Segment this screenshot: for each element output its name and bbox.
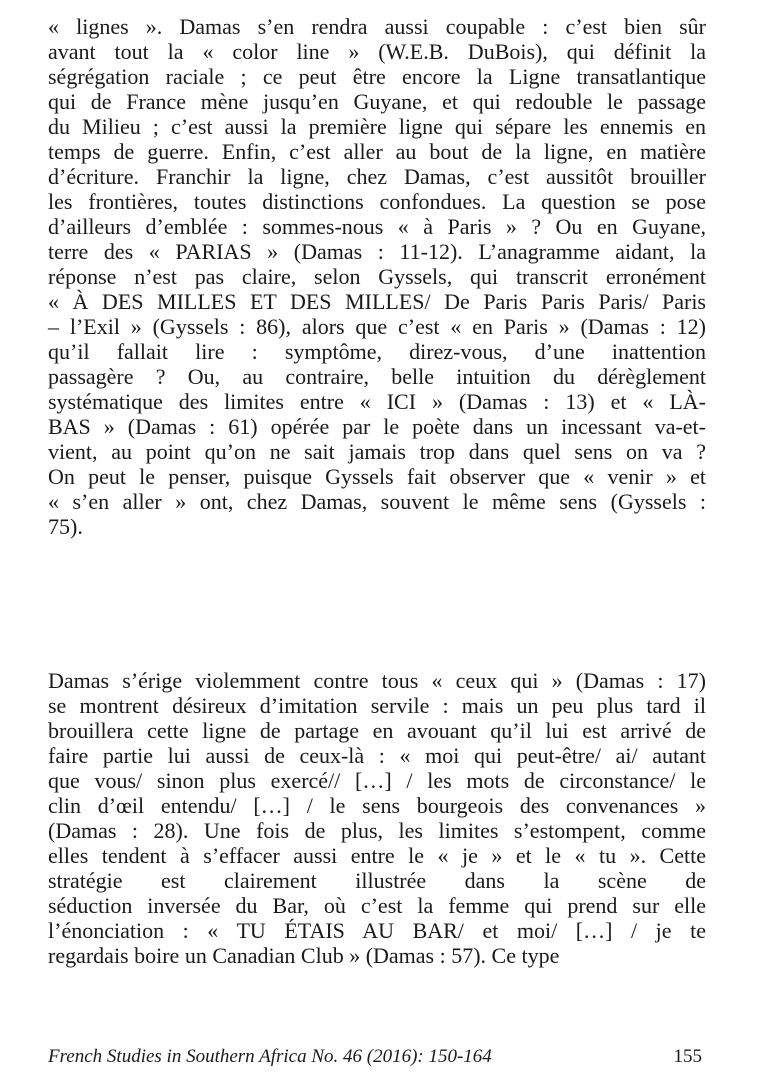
text-line: (Damas : 28). Une fois de plus, les limites s’estompent, comme: [48, 818, 706, 843]
text-line: les frontières, toutes distinctions confondues. La question se pose: [48, 189, 706, 214]
text-line: passagère ? Ou, au contraire, belle intuition du dérèglement: [48, 364, 706, 389]
text-line: vient, au point qu’on ne sait jamais trop dans quel sens on va ?: [48, 439, 706, 464]
text-line: stratégie est clairement illustrée dans la scène de: [48, 868, 706, 893]
text-line: systématique des limites entre « ICI » (Damas : 13) et « LÀ-: [48, 389, 706, 414]
text-line: terre des « PARIAS » (Damas : 11-12). L’anagramme aidant, la: [48, 239, 706, 264]
text-line: « À DES MILLES ET DES MILLES/ De Paris Paris Paris/ Paris: [48, 289, 706, 314]
text-line: clin d’œil entendu/ […] / le sens bourgeois des convenances »: [48, 793, 706, 818]
paragraph-1: [48, 14, 706, 539]
text-line: – l’Exil » (Gyssels : 86), alors que c’est « en Paris » (Damas : 12): [48, 314, 706, 339]
text-line: qui de France mène jusqu’en Guyane, et qui redouble le passage: [48, 89, 706, 114]
journal-citation: French Studies in Southern Africa No. 46 (2016): 150-164: [48, 1046, 492, 1067]
text-line: l’énonciation : « TU ÉTAIS AU BAR/ et moi/ […] / je te: [48, 918, 706, 943]
text-line: du Milieu ; c’est aussi la première ligne qui sépare les ennemis en: [48, 114, 706, 139]
text-line: On peut le penser, puisque Gyssels fait observer que « venir » et: [48, 464, 706, 489]
text-line: que vous/ sinon plus exercé// […] / les mots de circonstance/ le: [48, 768, 706, 793]
text-line: d’écriture. Franchir la ligne, chez Damas, c’est aussitôt brouiller: [48, 164, 706, 189]
text-line: faire partie lui aussi de ceux-là : « moi qui peut-être/ ai/ autant: [48, 743, 706, 768]
text-line: qu’il fallait lire : symptôme, direz-vous, d’une inattention: [48, 339, 706, 364]
text-line: regardais boire un Canadian Club » (Damas : 57). Ce type: [48, 943, 560, 968]
text-line: BAS » (Damas : 61) opérée par le poète dans un incessant va-et-: [48, 414, 706, 439]
text-line: 75).: [48, 514, 83, 539]
text-line: ségrégation raciale ; ce peut être encore la Ligne transatlantique: [48, 64, 706, 89]
text-line: elles tendent à s’effacer aussi entre le « je » et le « tu ». Cette: [48, 843, 706, 868]
text-line: réponse n’est pas claire, selon Gyssels, qui transcrit erronément: [48, 264, 706, 289]
text-line: brouillera cette ligne de partage en avouant qu’il lui est arrivé de: [48, 718, 706, 743]
text-line: se montrent désireux d’imitation servile : mais un peu plus tard il: [48, 693, 706, 718]
text-line: « lignes ». Damas s’en rendra aussi coupable : c’est bien sûr: [48, 14, 706, 39]
paragraph-2: [48, 668, 706, 968]
text-line: Damas s’érige violemment contre tous « ceux qui » (Damas : 17): [48, 668, 706, 693]
text-line: « s’en aller » ont, chez Damas, souvent le même sens (Gyssels :: [48, 489, 706, 514]
text-line: séduction inversée du Bar, où c’est la femme qui prend sur elle: [48, 893, 706, 918]
text-line: avant tout la « color line » (W.E.B. DuBois), qui définit la: [48, 39, 706, 64]
text-line: temps de guerre. Enfin, c’est aller au bout de la ligne, en matière: [48, 139, 706, 164]
text-line: d’ailleurs d’emblée : sommes-nous « à Paris » ? Ou en Guyane,: [48, 214, 706, 239]
page-number: 155: [673, 1046, 702, 1067]
